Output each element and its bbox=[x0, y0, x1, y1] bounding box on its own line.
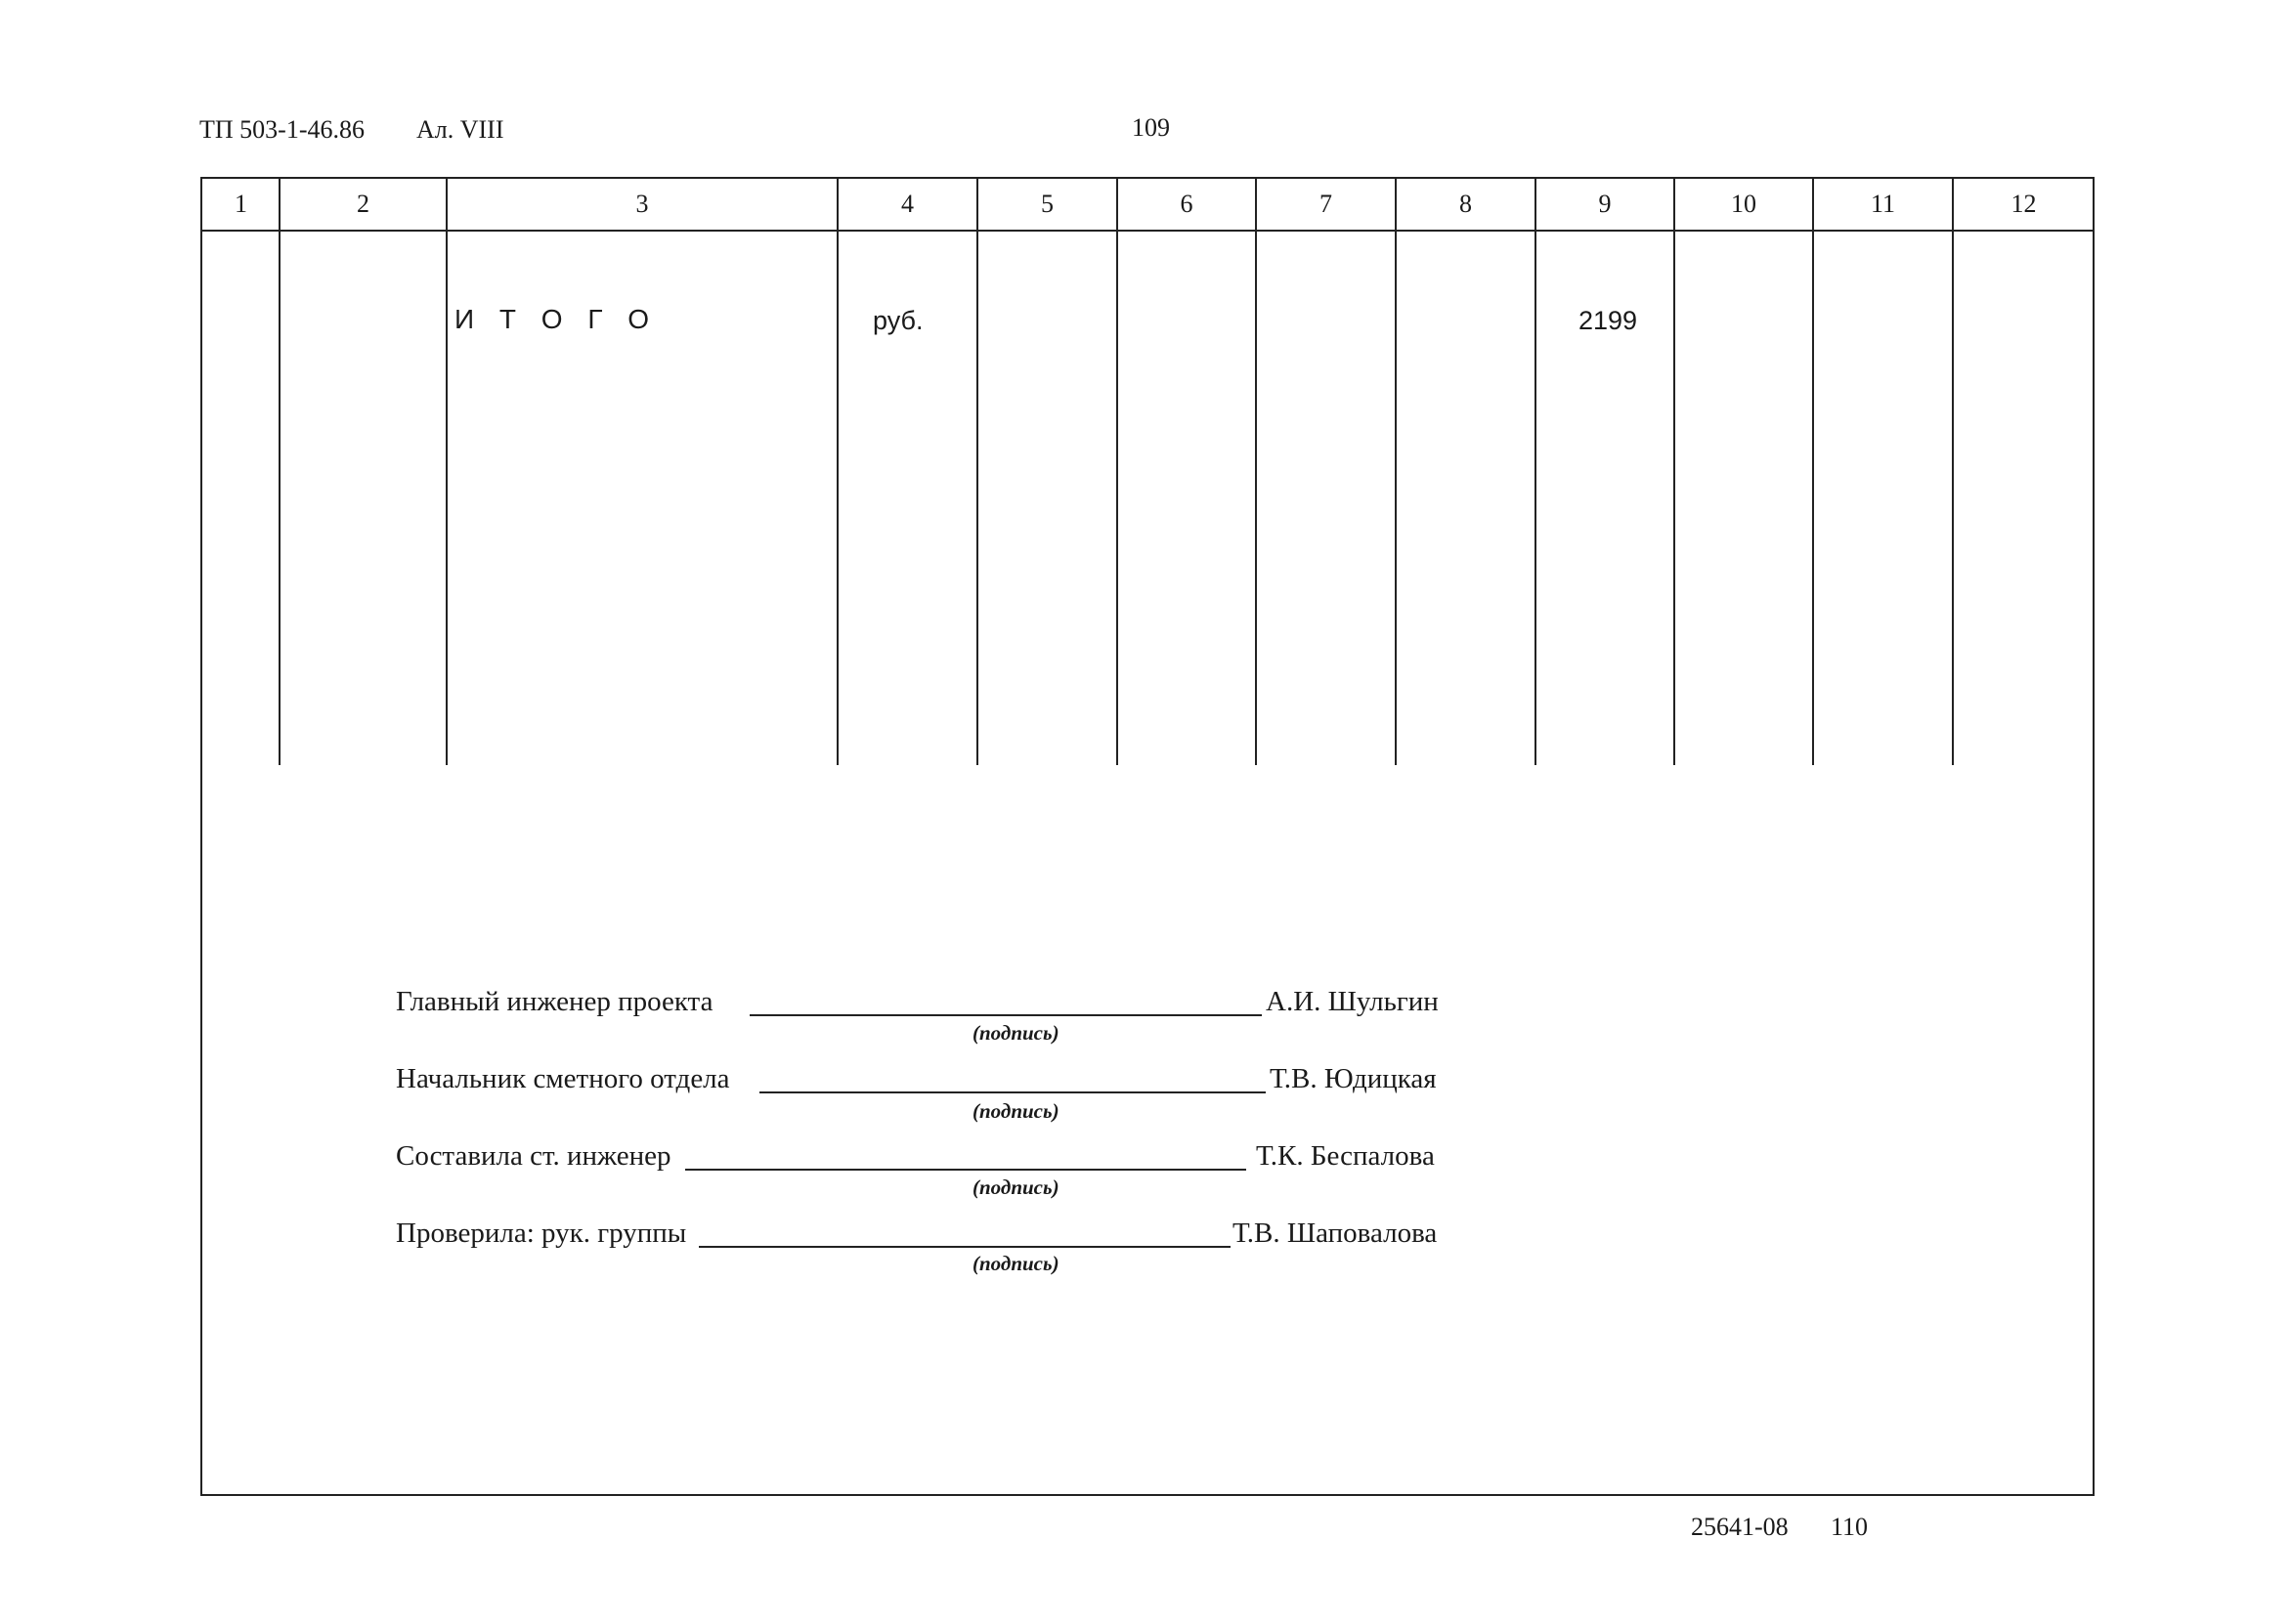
total-row-label: И Т О Г О bbox=[454, 304, 659, 334]
page-number: 109 bbox=[1132, 113, 1170, 142]
sheet-label: Ал. VIII bbox=[416, 115, 504, 144]
column-header-12: 12 bbox=[2010, 190, 2037, 218]
column-divider bbox=[1952, 179, 1954, 765]
footer-page-number: 110 bbox=[1831, 1513, 1869, 1541]
column-divider bbox=[446, 179, 448, 765]
signatory-name: Т.К. Беспалова bbox=[1256, 1140, 1435, 1172]
column-header-8: 8 bbox=[1459, 190, 1472, 218]
signature-line bbox=[759, 1091, 1266, 1093]
column-divider bbox=[976, 179, 978, 765]
signature-caption: (подпись) bbox=[973, 1021, 1059, 1045]
signatory-name: Т.В. Юдицкая bbox=[1270, 1063, 1437, 1094]
column-divider bbox=[279, 179, 281, 765]
column-header-row bbox=[202, 179, 2093, 232]
signature-caption: (подпись) bbox=[973, 1175, 1059, 1199]
column-header-6: 6 bbox=[1180, 190, 1193, 218]
signature-line bbox=[685, 1169, 1246, 1171]
signature-caption: (подпись) bbox=[973, 1099, 1059, 1123]
signatory-name: А.И. Шульгин bbox=[1266, 986, 1439, 1017]
column-header-9: 9 bbox=[1598, 190, 1612, 218]
total-row-value: 2199 bbox=[1578, 306, 1638, 335]
signature-role: Составила ст. инженер bbox=[396, 1140, 671, 1172]
signatory-name: Т.В. Шаповалова bbox=[1232, 1218, 1438, 1249]
column-divider bbox=[1255, 179, 1257, 765]
signature-line bbox=[699, 1246, 1231, 1248]
signature-role: Проверила: рук. группы bbox=[396, 1218, 687, 1249]
column-divider bbox=[1673, 179, 1675, 765]
footer-document-code: 25641-08 bbox=[1691, 1513, 1789, 1541]
column-header-1: 1 bbox=[235, 190, 247, 218]
signature-role: Начальник сметного отдела bbox=[396, 1063, 730, 1094]
column-divider bbox=[1116, 179, 1118, 765]
column-divider bbox=[1812, 179, 1814, 765]
estimate-table-frame bbox=[200, 177, 2095, 1496]
column-header-5: 5 bbox=[1041, 190, 1054, 218]
column-divider bbox=[837, 179, 839, 765]
column-header-2: 2 bbox=[357, 190, 369, 218]
document-code: ТП 503-1-46.86 bbox=[199, 115, 365, 144]
column-header-7: 7 bbox=[1319, 190, 1332, 218]
signature-line bbox=[750, 1014, 1262, 1016]
column-header-4: 4 bbox=[901, 190, 914, 218]
signature-caption: (подпись) bbox=[973, 1252, 1059, 1275]
column-header-3: 3 bbox=[635, 190, 649, 218]
column-divider bbox=[1395, 179, 1397, 765]
signature-role: Главный инженер проекта bbox=[396, 986, 713, 1017]
column-header-11: 11 bbox=[1870, 190, 1896, 218]
column-divider bbox=[1535, 179, 1536, 765]
column-header-10: 10 bbox=[1731, 190, 1756, 218]
total-row-unit: руб. bbox=[873, 306, 924, 335]
